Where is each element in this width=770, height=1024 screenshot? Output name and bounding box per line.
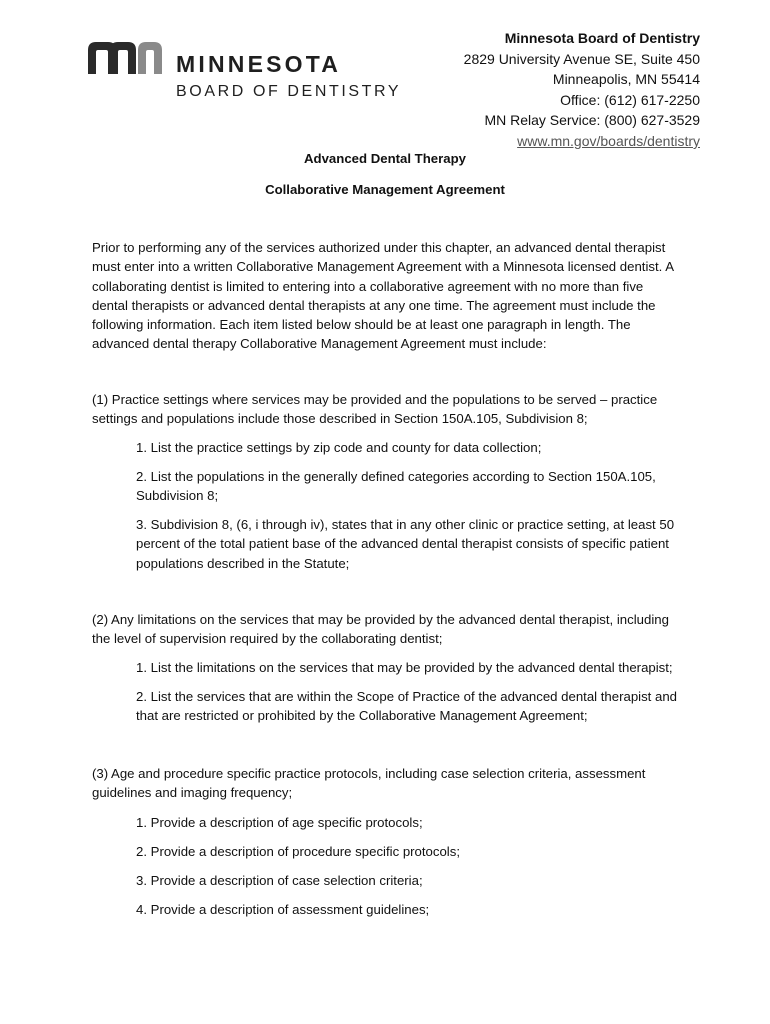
section-1-heading: (1) Practice settings where services may be provided and the populations to be served – practice settings and populations include those described in Section 150A.105, Subdivision 8; (92, 392, 658, 427)
section-2-heading: (2) Any limitations on the services that may be provided by the advanced dental therapist, including the level of supervision required by the collaborating dentist; (92, 612, 669, 647)
contact-office-phone: Office: (612) 617-2250 (560, 91, 700, 108)
section-3-item-4: 4. Provide a description of assessment guidelines; (136, 902, 430, 917)
mn-logo-mark-icon (86, 40, 164, 74)
section-3-item-3: 3. Provide a description of case selection criteria; (136, 873, 423, 888)
contact-relay-phone: MN Relay Service: (800) 627-3529 (484, 112, 700, 129)
contact-city: Minneapolis, MN 55414 (552, 71, 700, 88)
contact-org: Minnesota Board of Dentistry (504, 30, 700, 46)
contact-address: 2829 University Avenue SE, Suite 450 (463, 50, 700, 67)
contact-website-link[interactable]: www.mn.gov/boards/dentistry (517, 132, 700, 149)
section-1-item-1: 1. List the practice settings by zip code and county for data collection; (136, 440, 542, 455)
section-3-item-1: 1. Provide a description of age specific protocols; (136, 815, 423, 830)
section-3-heading: (3) Age and procedure specific practice protocols, including case selection criteria, assessment guidelines and imaging frequency; (92, 766, 646, 801)
document-title: Advanced Dental Therapy (304, 151, 466, 166)
section-3-item-2: 2. Provide a description of procedure specific protocols; (136, 844, 460, 859)
logo-subtitle: BOARD OF DENTISTRY (176, 83, 402, 100)
intro-paragraph: Prior to performing any of the services authorized under this chapter, an advanced dental therapist must enter into a written Collaborative Management Agreement with a Minnesota licensed dentist. A collaborating dentist is limited to entering into a collaborative agreement with no more than five dental therapists or advanced dental therapists at any one time. The agreement must include the following information. Each item listed below should be at least one paragraph in length. The advanced dental therapy Collaborative Management Agreement must include: (92, 240, 674, 352)
minnesota-board-logo (86, 40, 406, 102)
document-subtitle: Collaborative Management Agreement (265, 182, 505, 197)
section-2-item-1: 1. List the limitations on the services that may be provided by the advanced dental therapist; (136, 660, 673, 675)
section-2-item-2: 2. List the services that are within the Scope of Practice of the advanced dental therapist and that are restricted or prohibited by the Collaborative Management Agreement; (136, 689, 678, 724)
section-1-item-2: 2. List the populations in the generally defined categories according to Section 150A.105, Subdivision 8; (136, 469, 656, 504)
logo-wordmark: MINNESOTA (176, 51, 342, 77)
section-1-item-3: 3. Subdivision 8, (6, i through iv), states that in any other clinic or practice setting, at least 50 percent of the total patient base of the advanced dental therapist consists of specific patient populations described in the Statute; (136, 517, 675, 571)
contact-block (464, 28, 700, 152)
